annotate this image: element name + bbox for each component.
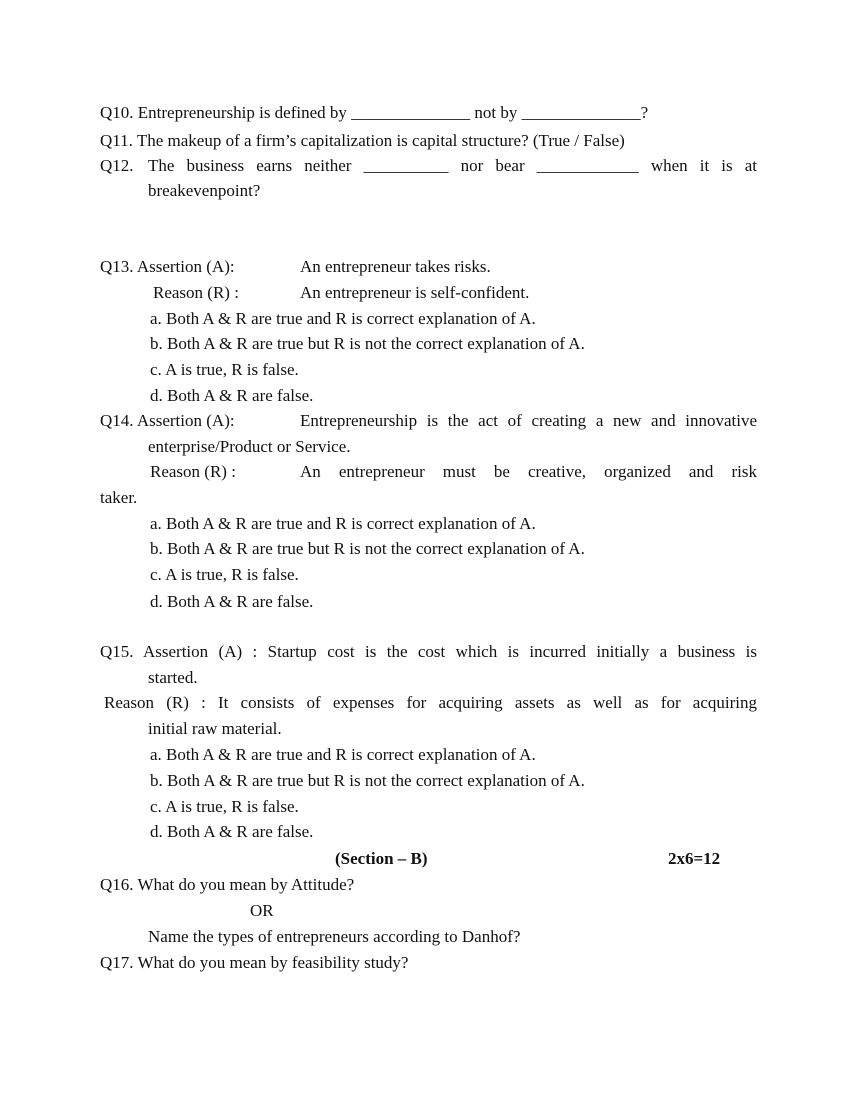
q13-reason-label: Reason (R) :: [153, 283, 239, 302]
q14-option-b: b. Both A & R are true but R is not the correct explanation of A.: [150, 539, 585, 558]
q15-option-c: c. A is true, R is false.: [150, 797, 299, 816]
q16-alternative: Name the types of entrepreneurs according to Danhof?: [148, 927, 521, 946]
q17-text: Q17. What do you mean by feasibility study?: [100, 953, 409, 972]
q14-reason-label: Reason (R) :: [150, 462, 236, 481]
q15-assertion-line1: Q15. Assertion (A) : Startup cost is the cost which is incurred initially a business is: [100, 642, 757, 661]
q14-assertion-line1: Entrepreneurship is the act of creating a new and innovative: [300, 411, 757, 430]
q13-option-a: a. Both A & R are true and R is correct explanation of A.: [150, 309, 536, 328]
q13-reason: An entrepreneur is self-confident.: [300, 283, 530, 302]
q13-assertion: An entrepreneur takes risks.: [300, 257, 491, 276]
section-b-title: (Section – B): [335, 849, 428, 868]
q16-text: Q16. What do you mean by Attitude?: [100, 875, 355, 894]
q13-option-b: b. Both A & R are true but R is not the correct explanation of A.: [150, 334, 585, 353]
q15-assertion-line2: started.: [148, 668, 198, 687]
q12-number: Q12.: [100, 156, 134, 175]
q12-line2: breakevenpoint?: [148, 181, 261, 200]
q14-reason-line1: An entrepreneur must be creative, organized and risk: [300, 462, 757, 481]
q15-option-a: a. Both A & R are true and R is correct explanation of A.: [150, 745, 536, 764]
q16-or: OR: [250, 901, 274, 920]
q15-option-d: d. Both A & R are false.: [150, 822, 314, 841]
q15-reason-line2: initial raw material.: [148, 719, 282, 738]
q10-text: Q10. Entrepreneurship is defined by ______________ not by ______________?: [100, 103, 649, 122]
q11-text: Q11. The makeup of a firm’s capitalization is capital structure? (True / False): [100, 131, 625, 150]
section-b-marks: 2x6=12: [668, 849, 721, 868]
q14-option-d: d. Both A & R are false.: [150, 592, 314, 611]
q13-assertion-label: Q13. Assertion (A):: [100, 257, 235, 276]
q14-assertion-label: Q14. Assertion (A):: [100, 411, 235, 430]
q14-option-a: a. Both A & R are true and R is correct explanation of A.: [150, 514, 536, 533]
q14-reason-line2: taker.: [100, 488, 138, 507]
q15-reason-line1: Reason (R) : It consists of expenses for acquiring assets as well as for acquiring: [104, 693, 757, 712]
q14-option-c: c. A is true, R is false.: [150, 565, 299, 584]
q12-line1: The business earns neither __________ nor bear ____________ when it is at: [148, 156, 757, 175]
q15-option-b: b. Both A & R are true but R is not the correct explanation of A.: [150, 771, 585, 790]
q14-assertion-line2: enterprise/Product or Service.: [148, 437, 351, 456]
q13-option-c: c. A is true, R is false.: [150, 360, 299, 379]
q13-option-d: d. Both A & R are false.: [150, 386, 314, 405]
